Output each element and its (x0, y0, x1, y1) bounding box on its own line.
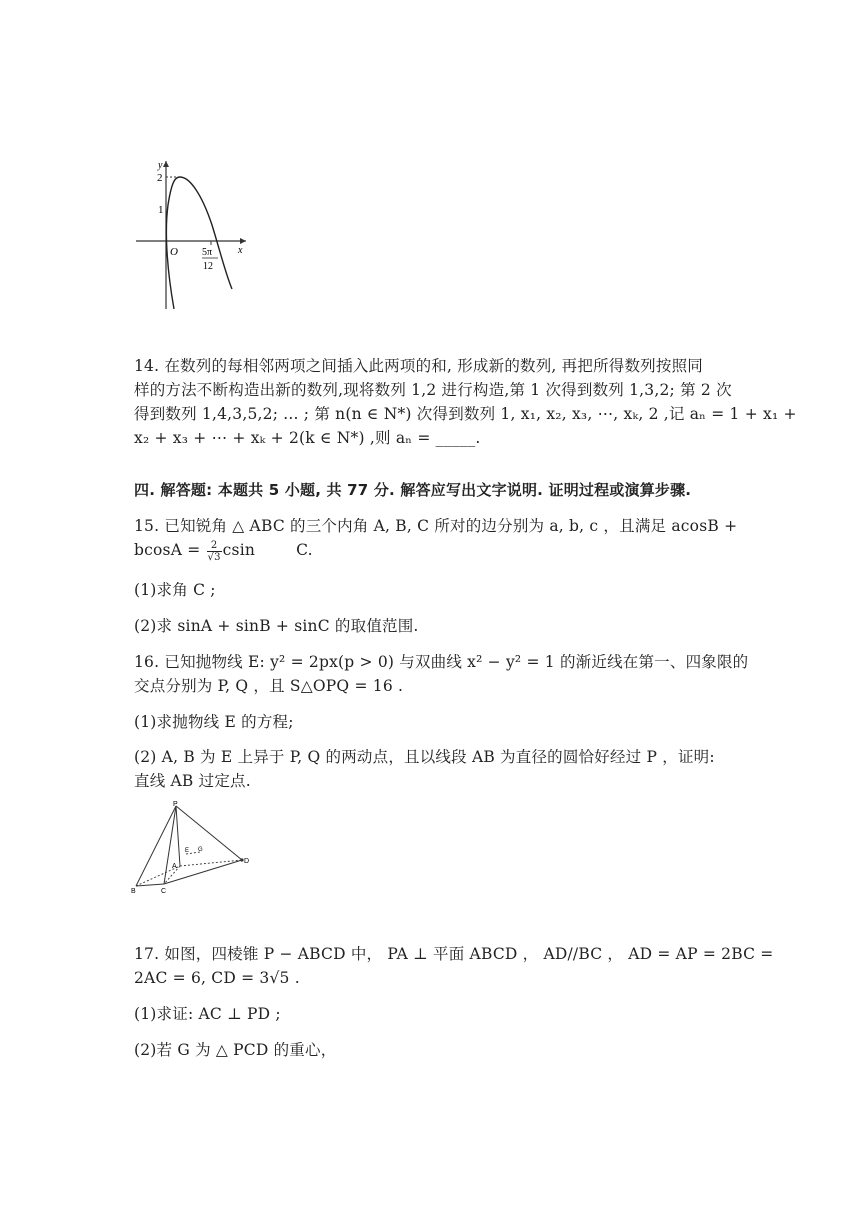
q17-part-2: (2)若 G 为 △ PCD 的重心， (134, 1041, 337, 1059)
y-axis-label: y (158, 160, 163, 171)
x-axis-arrow-icon (240, 238, 246, 244)
x-tick-denominator: 12 (203, 261, 213, 272)
question-14 (134, 354, 797, 450)
fraction-numerator: 2 (207, 540, 222, 552)
label-P: P (173, 801, 178, 808)
sine-curve (166, 177, 232, 309)
q16-part-1: (1)求抛物线 E 的方程; (134, 713, 294, 731)
y-axis-arrow-icon (163, 161, 169, 167)
q14-line-4-end: . (475, 429, 481, 447)
q14-line-4 (134, 426, 742, 450)
q15-line-1: 15. 已知锐角 △ ABC 的三个内角 A, B, C 所对的边分别为 a, b, c ，且满足 acosB + (134, 517, 738, 535)
sine-graph-figure (128, 155, 253, 315)
y-tick-2: 2 (157, 172, 163, 184)
edge-PA (176, 806, 180, 866)
x-tick-numerator: 5π (202, 247, 213, 258)
label-E: E (185, 848, 190, 854)
q14-line-2: 样的方法不断构造出新的数列,现将数列 1,2 进行构造,第 1 次得到数列 1,3,2; 第 2 次 (134, 381, 732, 399)
q14-line-4-text: x₂ + x₃ + ⋯ + xₖ + 2(k ∈ N*) ,则 aₙ = (134, 429, 436, 447)
fraction-2-over-sqrt3 (207, 540, 222, 563)
label-G: G (198, 847, 203, 853)
question-16 (134, 650, 749, 698)
q14-line-3: 得到数列 1,4,3,5,2; ... ; 第 n(n ∈ N*) 次得到数列 1, x₁, x₂, x₃, ⋯, xₖ, 2 ,记 aₙ = 1 + x₁ + (134, 405, 797, 423)
section-4-heading: 四. 解答题: 本题共 5 小题, 共 77 分. 解答应写出文字说明. 证明过程或演算步骤. (134, 481, 692, 499)
y-tick-1: 1 (158, 204, 164, 216)
q15-line-2-end: csin C. (222, 541, 313, 559)
q17-line-2: 2AC = 6, CD = 3√5 . (134, 969, 300, 987)
origin-label: O (170, 246, 178, 258)
x-axis-label: x (238, 245, 243, 256)
q16-part-2 (134, 745, 742, 793)
answer-blank: _____ (435, 429, 476, 447)
q15-part-2: (2)求 sinA + sinB + sinC 的取值范围. (134, 617, 419, 635)
q15-part-1: (1)求角 C ; (134, 581, 216, 599)
question-17 (134, 942, 774, 990)
q16-line-2: 交点分别为 P, Q ，且 S△OPQ = 16 . (134, 677, 404, 695)
q15-line-2 (134, 538, 742, 566)
q16-line-1: 16. 已知抛物线 E: y² = 2px(p > 0) 与双曲线 x² − y² = 1 的渐近线在第一、四象限的 (134, 653, 749, 671)
pyramid-figure (128, 800, 253, 895)
q17-line-1: 17. 如图，四棱锥 P − ABCD 中， PA ⊥ 平面 ABCD ， AD//BC ， AD = AP = 2BC = (134, 945, 774, 963)
label-C: C (161, 888, 167, 895)
label-D: D (244, 858, 250, 865)
label-B: B (131, 888, 136, 895)
fraction-denominator: √3 (207, 551, 221, 563)
q15-line-2-start: bcosA = (134, 541, 206, 559)
q16-part-2-line-1: (2) A, B 为 E 上异于 P, Q 的两动点，且以线段 AB 为直径的圆恰好经过 P ，证明: (134, 748, 715, 766)
q14-line-1: 14. 在数列的每相邻两项之间插入此两项的和, 形成新的数列, 再把所得数列按照同 (134, 357, 703, 375)
q16-part-2-line-2: 直线 AB 过定点. (134, 772, 251, 790)
question-15 (134, 514, 742, 566)
label-A: A (172, 863, 177, 870)
q17-part-1: (1)求证: AC ⊥ PD ; (134, 1005, 281, 1023)
